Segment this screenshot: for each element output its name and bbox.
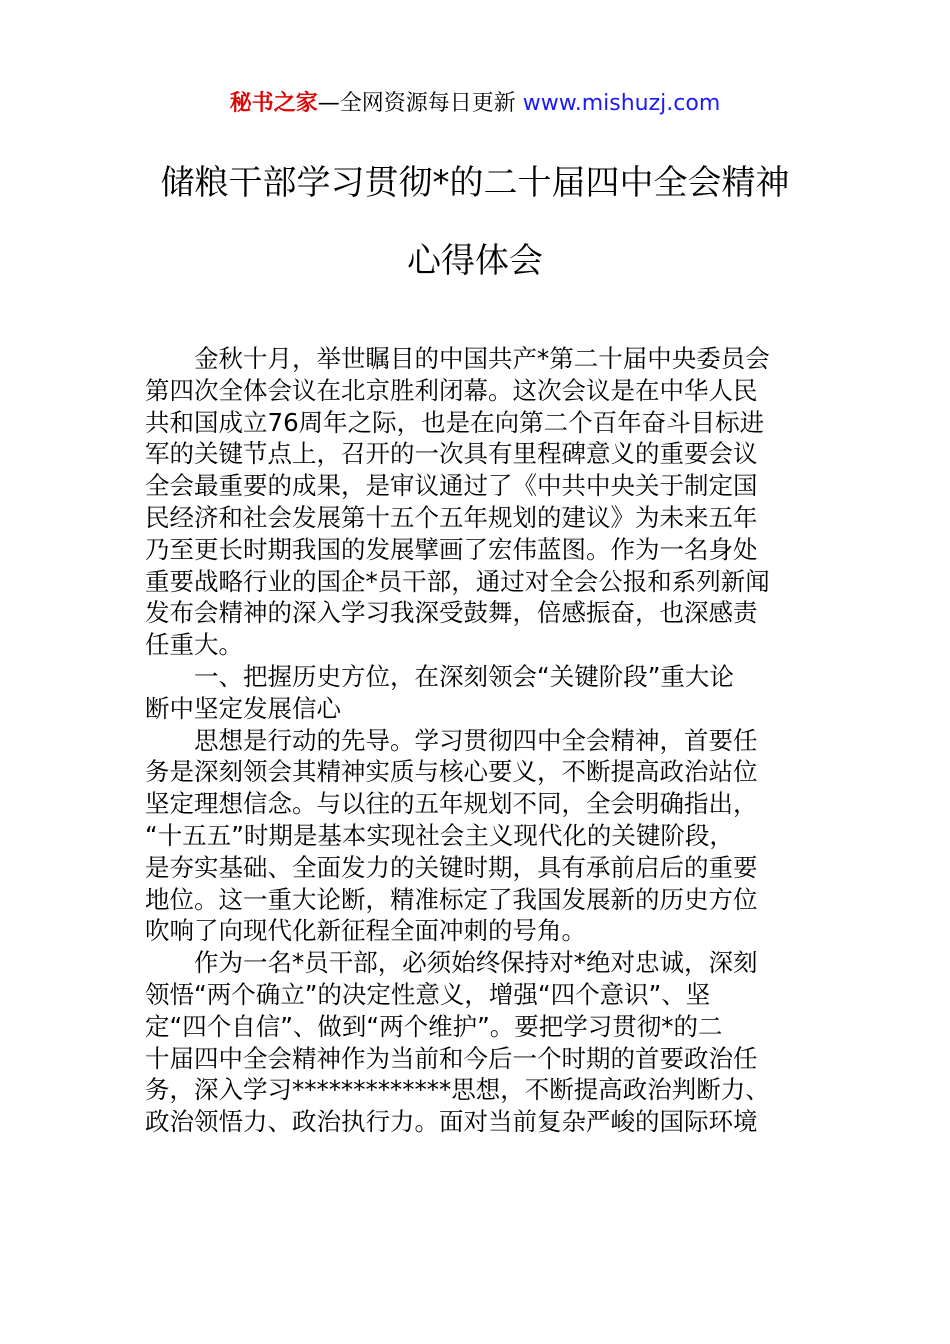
- body-line: 作为一名*员干部，必须始终保持对*绝对忠诚，深刻: [194, 948, 758, 978]
- site-brand: 秘书之家: [229, 91, 318, 116]
- body-line: 金秋十月，举世瞩目的中国共产*第二十届中央委员会: [194, 344, 770, 373]
- body-line: 任重大。: [145, 630, 243, 660]
- site-tagline: —全网资源每日更新: [317, 91, 516, 116]
- body-line: 第四次全体会议在北京胜利闭幕。这次会议是在中华人民: [145, 375, 758, 405]
- body-line: “十五五”时期是基本实现社会主义现代化的关键阶段，: [145, 820, 734, 850]
- title-line: 储粮干部学习贯彻*的二十届四中全会精神: [160, 163, 790, 203]
- body-line: 坚定理想信念。与以往的五年规划不同，全会明确指出，: [145, 789, 758, 819]
- body-line: 军的关键节点上，召开的一次具有里程碑意义的重要会议: [145, 439, 758, 469]
- body-line: 务是深刻领会其精神实质与核心要义，不断提高政治站位: [145, 757, 758, 787]
- section-heading-line: 一、把握历史方位，在深刻领会“关键阶段”重大论: [194, 661, 734, 691]
- section-heading-line: 断中坚定发展信心: [145, 693, 341, 723]
- body-line: 全会最重要的成果，是审议通过了《中共中央关于制定国: [145, 471, 758, 501]
- body-line: 地位。这一重大论断，精准标定了我国发展新的历史方位: [145, 884, 758, 914]
- body-line: 发布会精神的深入学习我深受鼓舞，倍感振奋，也深感责: [145, 598, 758, 628]
- title-line: 心得体会: [407, 241, 543, 281]
- body-line: 政治领悟力、政治执行力。面对当前复杂严峻的国际环境: [145, 1107, 758, 1137]
- site-url-link[interactable]: www.mishuzj.com: [522, 91, 721, 116]
- body-line: 十届四中全会精神作为当前和今后一个时期的首要政治任: [145, 1043, 758, 1073]
- body-line: 乃至更长时期我国的发展擘画了宏伟蓝图。作为一名身处: [145, 534, 758, 564]
- body-line: 定“四个自信”、做到“两个维护”。要把学习贯彻*的二: [145, 1011, 723, 1041]
- document-title: [100, 160, 850, 285]
- body-line: 是夯实基础、全面发力的关键时期，具有承前启后的重要: [145, 852, 758, 882]
- body-line: 民经济和社会发展第十五个五年规划的建议》为未来五年: [145, 502, 758, 532]
- body-line: 吹响了向现代化新征程全面冲刺的号角。: [145, 916, 586, 946]
- body-line: 共和国成立76周年之际，也是在向第二个百年奋斗目标进: [145, 407, 765, 437]
- document-body: [145, 343, 810, 1138]
- body-line: 重要战略行业的国企*员干部，通过对全会公报和系列新闻: [145, 566, 770, 596]
- body-line: 思想是行动的先导。学习贯彻四中全会精神，首要任: [194, 725, 758, 755]
- body-line: 务，深入学习*************思想，不断提高政治判断力、: [145, 1075, 770, 1105]
- site-header: [0, 84, 950, 124]
- body-line: 领悟“两个确立”的决定性意义，增强“四个意识”、坚: [145, 979, 711, 1009]
